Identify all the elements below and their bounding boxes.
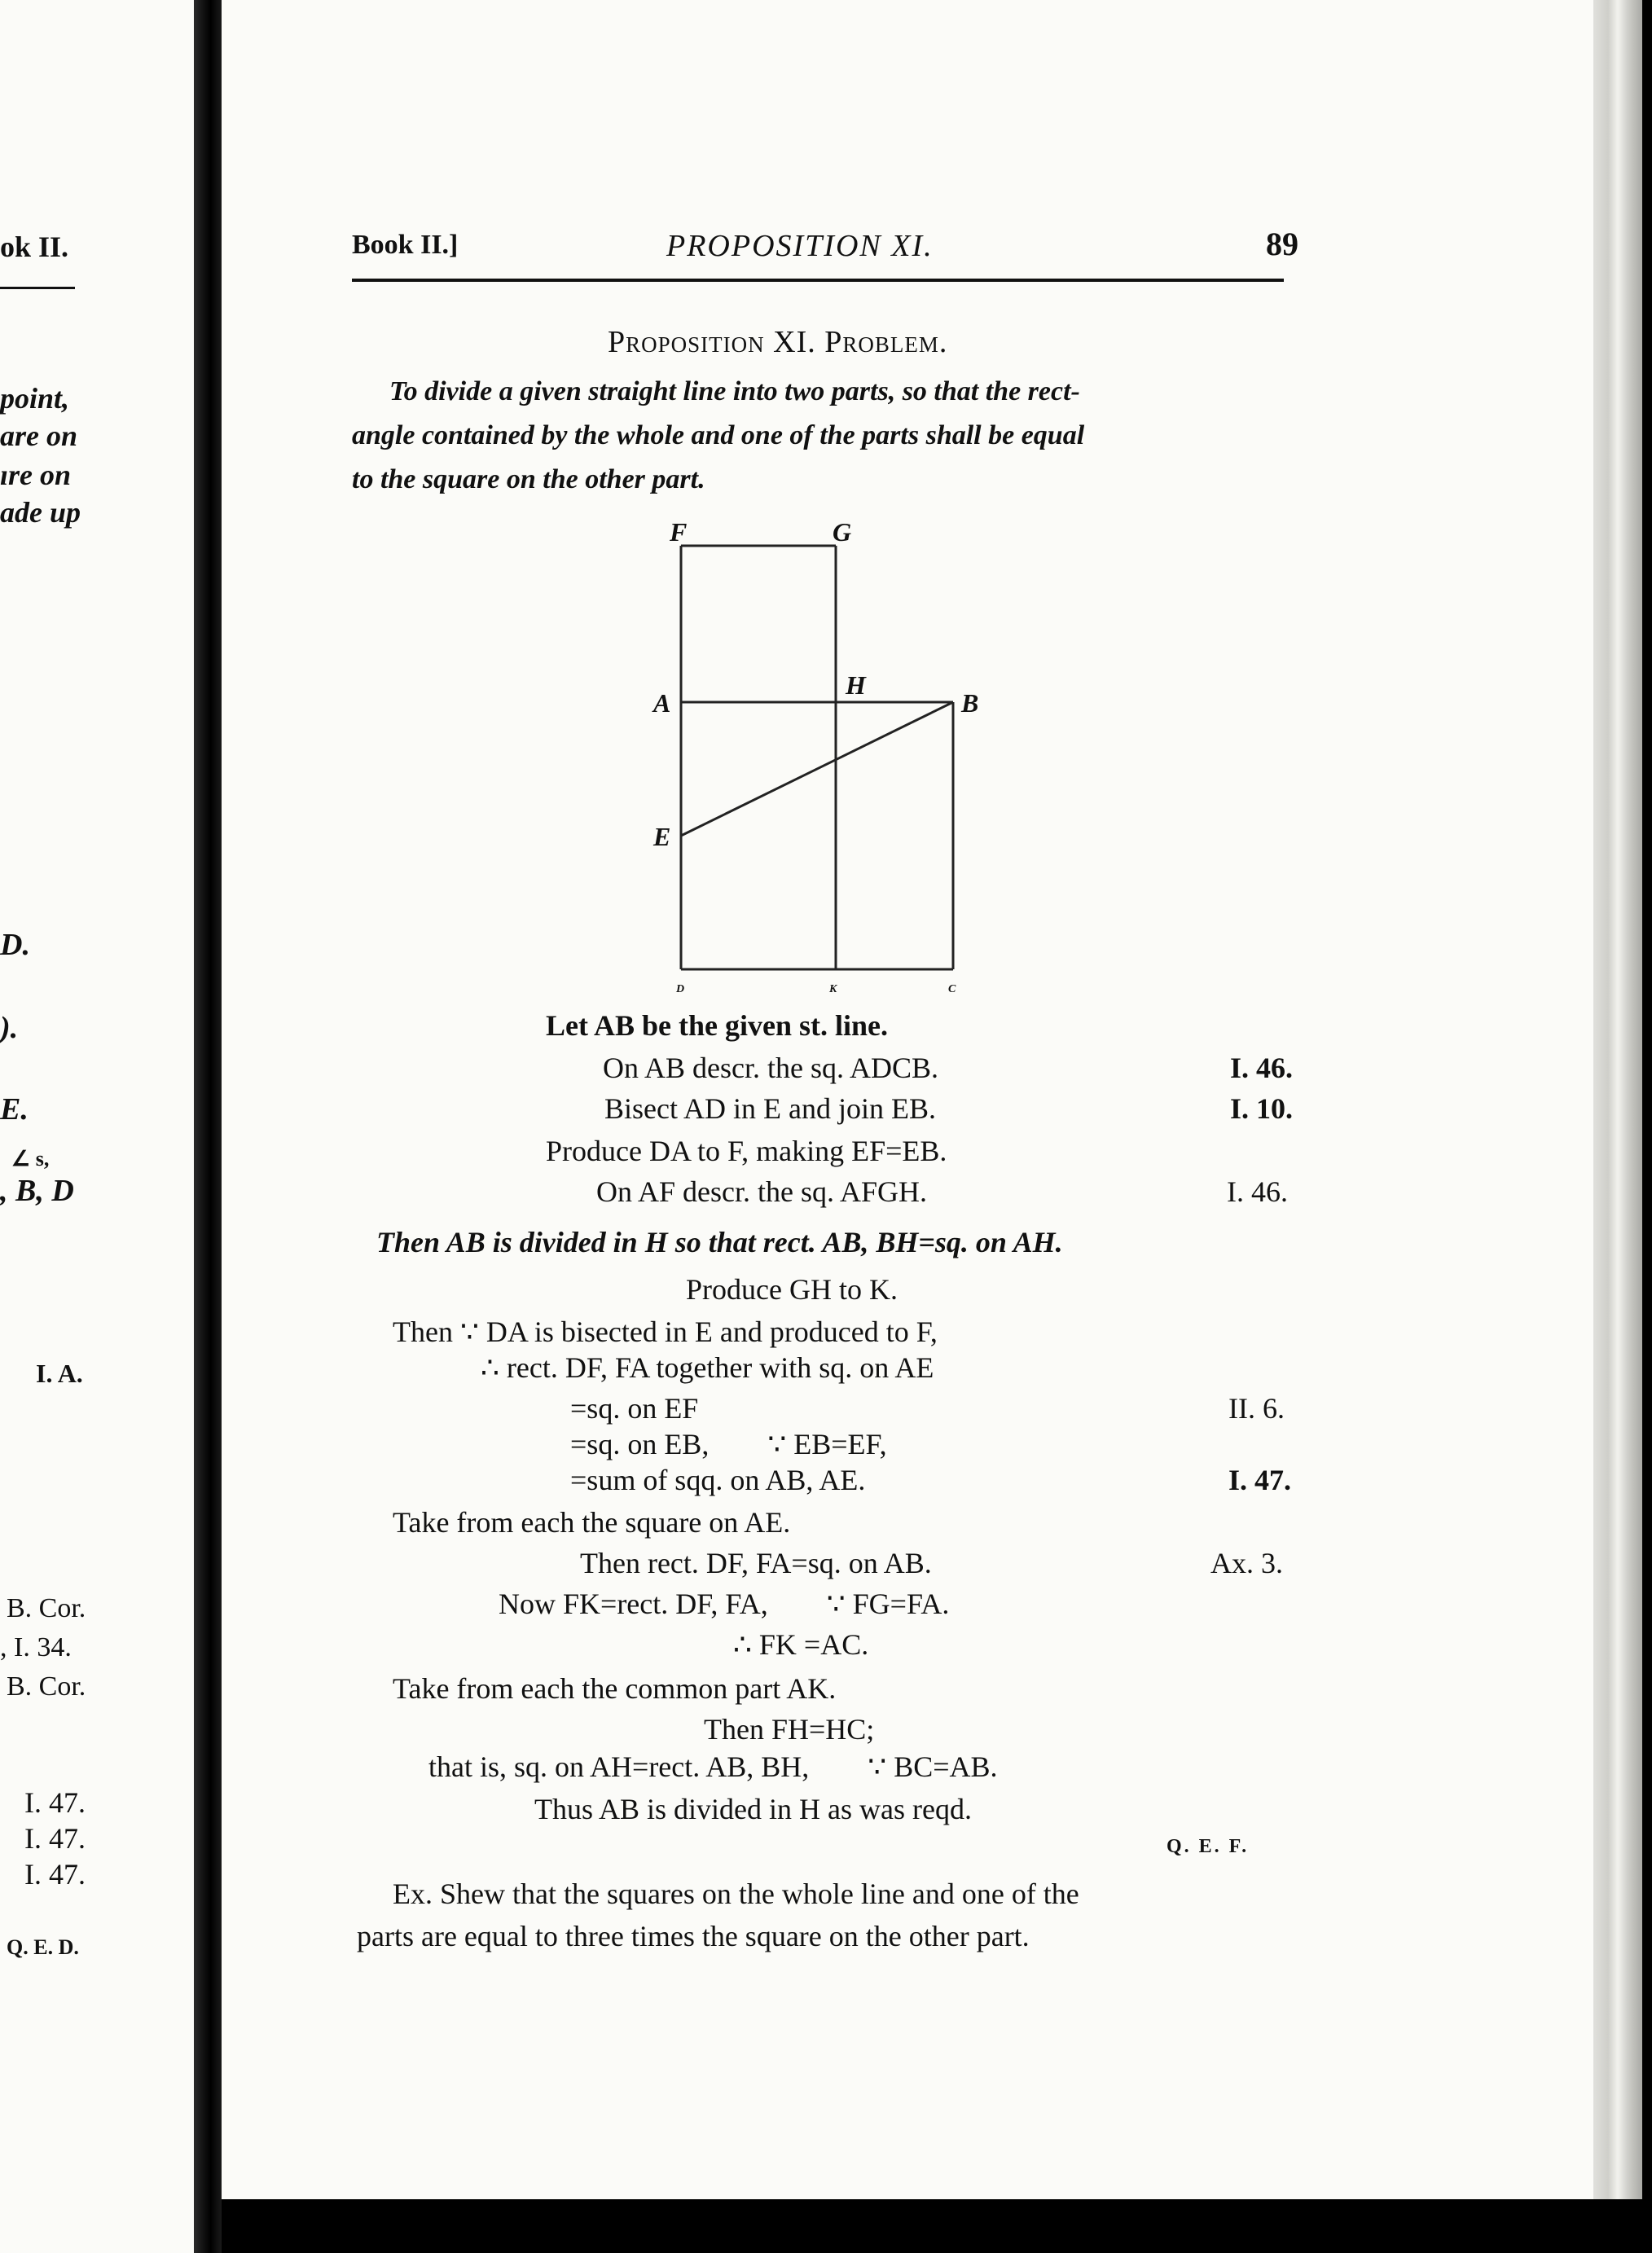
proof-line: On AB descr. the sq. ADCB. [603, 1052, 939, 1084]
proof-line: Produce GH to K. [686, 1273, 898, 1306]
left-fragment: are on [0, 419, 78, 452]
proof-line: =sum of sqq. on AB, AE. [570, 1464, 866, 1496]
proof-line: Then FH=HC; [704, 1713, 875, 1746]
label-b: B [961, 688, 979, 718]
label-g: G [833, 517, 852, 547]
exercise-line: Ex. Shew that the squares on the whole line and one of the [393, 1878, 1079, 1910]
proof-line: ∴ rect. DF, FA together with sq. on AE [481, 1351, 934, 1384]
proof-ref: Ax. 3. [1210, 1547, 1283, 1579]
left-fragment: ∠ s, [11, 1147, 50, 1170]
proof-ref: I. 46. [1230, 1052, 1294, 1084]
proof-line: =sq. on EF [570, 1392, 699, 1425]
left-header-rule [0, 287, 75, 289]
label-c: C [948, 983, 956, 994]
proof-line: Then rect. DF, FA=sq. on AB. [580, 1547, 932, 1579]
label-h: H [846, 670, 866, 700]
left-fragment: , B, D [0, 1174, 74, 1208]
proof-line: Produce DA to F, making EF=EB. [546, 1135, 947, 1167]
proof-line: ∴ FK =AC. [733, 1628, 869, 1661]
left-fragment: B. Cor. [7, 1593, 86, 1623]
label-f: F [670, 517, 688, 547]
proof-line: =sq. on EB, ∵ EB=EF, [570, 1428, 887, 1460]
proof-line: Now FK=rect. DF, FA, ∵ FG=FA. [499, 1588, 950, 1620]
proof-ref: II. 6. [1228, 1392, 1285, 1425]
enunciation-line: To divide a given straight line into two parts, so that the rect- [389, 376, 1080, 406]
left-page [0, 0, 194, 2253]
book-gutter [194, 0, 222, 2253]
proposition-heading: Proposition XI. Problem. [608, 325, 948, 359]
proof-ref: I. 47. [1228, 1464, 1292, 1496]
label-e: E [653, 822, 671, 851]
running-header-book: Book II.] [352, 230, 459, 260]
proof-line: Thus AB is divided in H as was reqd. [534, 1793, 972, 1825]
left-fragment: ıre on [0, 459, 72, 491]
label-d: D [676, 983, 685, 994]
left-fragment: I. 47. [24, 1858, 86, 1891]
label-a: A [653, 688, 671, 718]
left-fragment: point, [0, 382, 70, 415]
left-fragment: I. A. [36, 1359, 83, 1388]
page-number: 89 [1266, 226, 1298, 262]
proof-ref: I. 46. [1227, 1175, 1288, 1208]
left-header: ok II. [0, 231, 69, 263]
left-fragment: I. 47. [24, 1822, 86, 1855]
proof-line: Then ∵ DA is bisected in E and produced to F, [393, 1315, 938, 1348]
proof-line: that is, sq. on AH=rect. AB, BH, ∵ BC=AB. [428, 1750, 998, 1783]
left-fragment: B. Cor. [7, 1671, 86, 1702]
enunciation-line: angle contained by the whole and one of the parts shall be equal [352, 420, 1085, 450]
header-rule [352, 279, 1284, 282]
left-fragment: I. 47. [24, 1786, 86, 1819]
qef-mark: Q. E. F. [1167, 1836, 1250, 1857]
left-fragment: , I. 34. [0, 1632, 72, 1662]
line-eb [681, 702, 953, 836]
proof-line: Take from each the common part AK. [393, 1672, 837, 1705]
left-fragment: Q. E. D. [7, 1935, 79, 1959]
page-edge [1593, 0, 1642, 2199]
left-fragment: E. [0, 1092, 29, 1126]
figure-svg [619, 513, 1002, 994]
enunciation-line: to the square on the other part. [352, 464, 705, 494]
proof-ref: I. 10. [1230, 1092, 1294, 1125]
proof-line: On AF descr. the sq. AFGH. [596, 1175, 928, 1208]
proof-line: Take from each the square on AE. [393, 1506, 791, 1539]
exercise-line: parts are equal to three times the square on the other part. [357, 1920, 1030, 1952]
left-fragment: D. [0, 928, 30, 962]
label-k: K [829, 983, 837, 994]
left-fragment: ). [0, 1011, 19, 1045]
proof-line: Then AB is divided in H so that rect. AB, BH=sq. on AH. [376, 1226, 1063, 1258]
geometry-figure [619, 513, 1002, 994]
proof-line: Let AB be the given st. line. [546, 1009, 888, 1042]
proof-line: Bisect AD in E and join EB. [604, 1092, 936, 1125]
left-fragment: ade up [0, 496, 81, 529]
running-header-title: PROPOSITION XI. [666, 229, 934, 263]
